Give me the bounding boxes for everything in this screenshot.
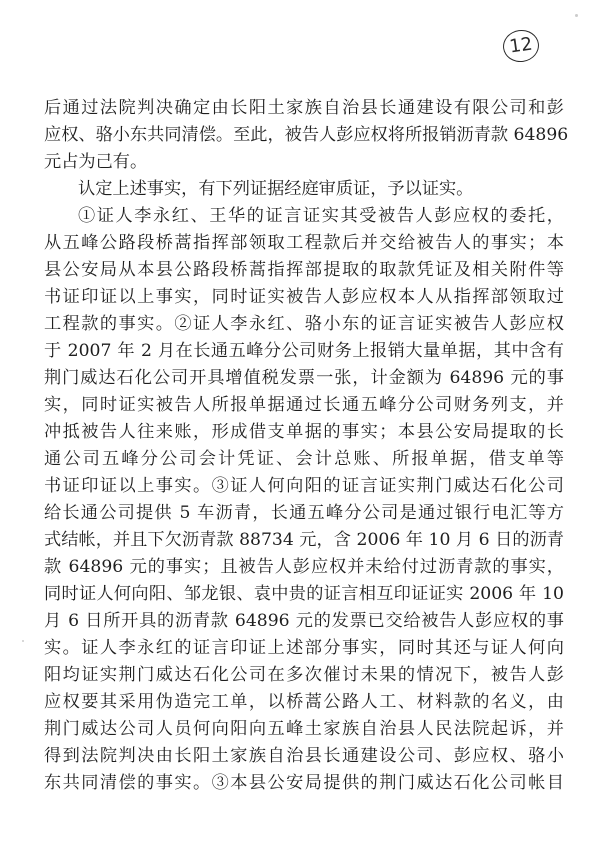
text-line: 通公司五峰分公司会计凭证、会计总账、所报单据，借支单等 — [44, 449, 564, 469]
text-line: 东共同清偿的事实。③本县公安局提供的荆门威达石化公司帐目 — [44, 773, 564, 793]
text-line: 给长通公司提供 5 车沥青，长通五峰分公司是通过银行电汇等方 — [44, 503, 564, 523]
page-number: 12 — [501, 28, 541, 65]
text-line: 从五峰公路段桥蒿指挥部领取工程款后并交给被告人的事实；本 — [44, 233, 564, 253]
text-line: ①证人李永红、王华的证言证实其受被告人彭应权的委托， — [78, 206, 564, 226]
text-line: 冲抵被告人往来账，形成借支单据的事实；本县公安局提取的长 — [44, 422, 564, 442]
text-line: 得到法院判决由长阳土家族自治县长通建设公司、彭应权、骆小 — [44, 746, 564, 766]
text-line: 款 64896 元的事实；且被告人彭应权并未给付过沥青款的事实， — [44, 557, 564, 577]
text-line: 荆门威达石化公司开具增值税发票一张，计金额为 64896 元的事 — [44, 368, 564, 388]
text-line: 应权要其采用伪造完工单，以桥蒿公路人工、材料款的名义，由 — [44, 692, 564, 712]
text-line: 认定上述事实，有下列证据经庭审质证，予以证实。 — [78, 179, 474, 199]
text-line: 实，同时证实被告人所报单据通过长通五峰分公司财务列支，并 — [44, 395, 564, 415]
text-line: 后通过法院判决确定由长阳土家族自治县长通建设有限公司和彭 — [44, 98, 564, 118]
text-line: 同时证人何向阳、邹龙银、袁中贵的证言相互印证证实 2006 年 10 — [44, 584, 564, 604]
text-line: 实。证人李永红的证言印证上述部分事实，同时其还与证人何向 — [44, 638, 564, 658]
scan-speck — [575, 14, 578, 17]
scan-speck — [22, 640, 24, 642]
text-line: 月 6 日所开具的沥青款 64896 元的发票已交给被告人彭应权的事 — [44, 611, 564, 631]
text-line: 元占为己有。 — [44, 152, 148, 172]
text-line: 于 2007 年 2 月在长通五峰分公司财务上报销大量单据，其中含有 — [44, 341, 564, 361]
text-line: 荆门威达公司人员何向阳向五峰土家族自治县人民法院起诉，并 — [44, 719, 564, 739]
text-line: 阳均证实荆门威达石化公司在多次催讨未果的情况下，被告人彭 — [44, 665, 564, 685]
text-line: 应权、骆小东共同清偿。至此，被告人彭应权将所报销沥青款 64896 — [44, 125, 569, 145]
text-line: 式结帐，并且下欠沥青款 88734 元，含 2006 年 10 月 6 日的沥青 — [44, 530, 564, 550]
text-line: 县公安局从本县公路段桥蒿指挥部提取的取款凭证及相关附件等 — [44, 260, 564, 280]
text-line: 工程款的事实。②证人李永红、骆小东的证言证实被告人彭应权 — [44, 314, 564, 334]
text-line: 书证印证以上事实。③证人何向阳的证言证实荆门威达石化公司 — [44, 476, 564, 496]
text-line: 书证印证以上事实，同时证实被告人彭应权本人从指挥部领取过 — [44, 287, 564, 307]
